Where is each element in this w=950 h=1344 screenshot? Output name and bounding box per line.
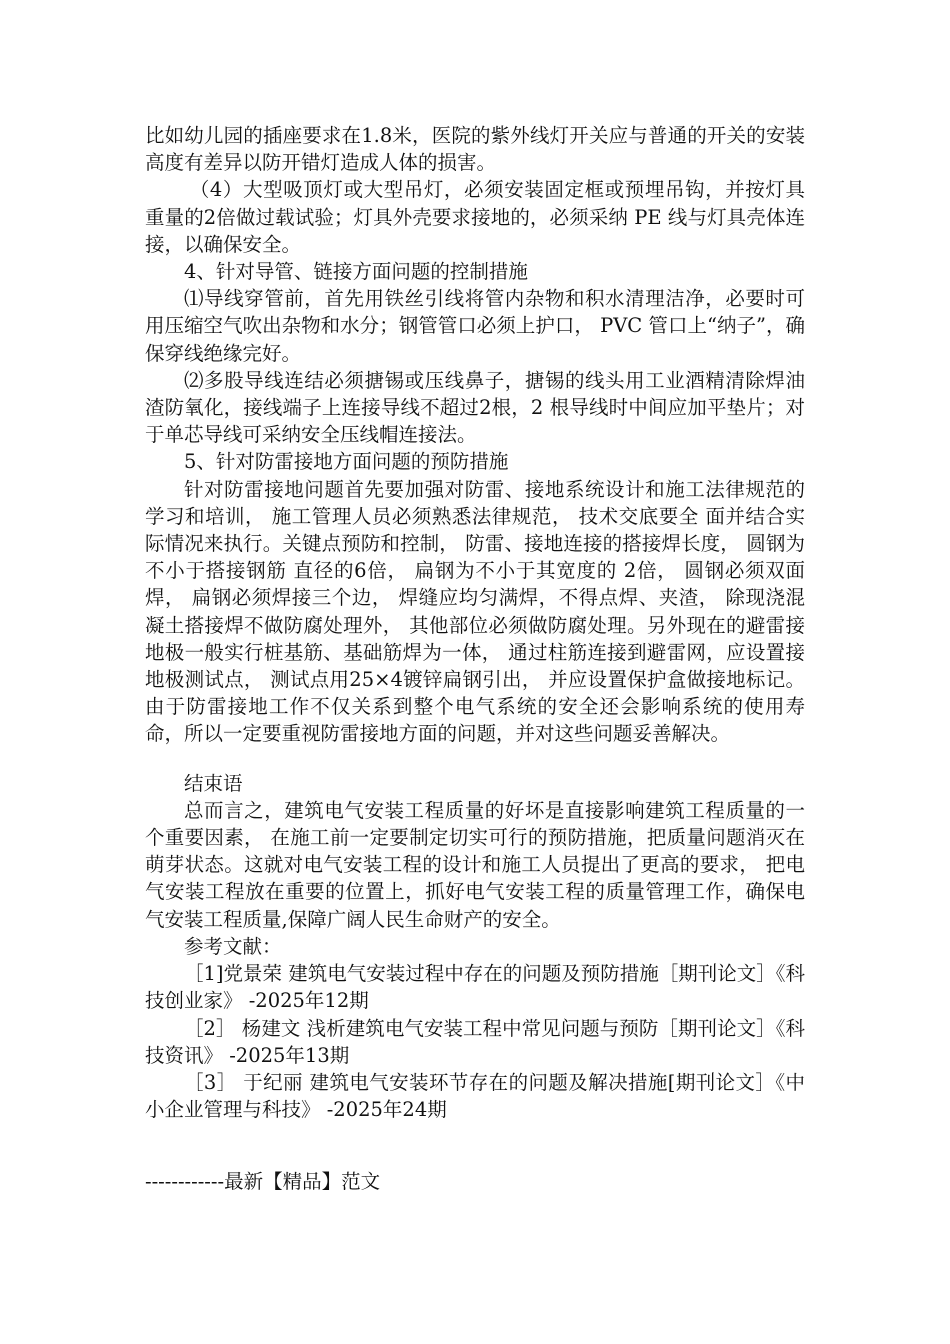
paragraph-conduit-2: ⑵多股导线连结必须搪锡或压线鼻子，搪锡的线头用工业酒精清除焊油渣防氧化，接线端子上连接导线不超过2根，2 根导线时中间应加平垫片；对于单芯导线可采纳安全压线帽连接法。 <box>145 368 805 447</box>
section-heading-4: 4、针对导管、链接方面问题的控制措施 <box>184 260 528 284</box>
paragraph-continuation: 比如幼儿园的插座要求在1.8米，医院的紫外线灯开关应与普通的开关的安装高度有差异以防开错灯造成人体的损害。 <box>145 124 805 175</box>
document-body <box>145 122 805 1123</box>
reference-item: ［1]党景荣 建筑电气安装过程中存在的问题及预防措施［期刊论文］《科技创业家》 -2025年12期 <box>145 962 805 1013</box>
conclusion-paragraph: 总而言之，建筑电气安装工程质量的好坏是直接影响建筑工程质量的一个重要因素， 在施工前一定要制定切实可行的预防措施，把质量问题消灭在萌芽状态。这就对电气安装工程的设计和施工人员提出了更高的要求， 把电气安装工程放在重要的位置上，抓好电气安装工程的质量管理工作，确保电气安装工程质量,保障广阔人民生命财产的安全。 <box>145 798 805 931</box>
section-spacer <box>145 748 805 770</box>
paragraph-conduit-1: ⑴导线穿管前，首先用铁丝引线将管内杂物和积水清理洁净，必要时可用压缩空气吹出杂物和水分；钢管管口必须上护口， PVC 管口上“纳子”，确保穿线绝缘完好。 <box>145 287 805 365</box>
reference-item: ［2］ 杨建文 浅析建筑电气安装工程中常见问题与预防［期刊论文］《科技资讯》 -2025年13期 <box>145 1016 805 1067</box>
reference-item: ［3］ 于纪丽 建筑电气安装环节存在的问题及解决措施[期刊论文］《中小企业管理与科技》 -2025年24期 <box>145 1070 805 1122</box>
references-heading: 参考文献： <box>184 934 282 958</box>
section-heading-5: 5、针对防雷接地方面问题的预防措施 <box>184 450 509 474</box>
paragraph-item-4: （4）大型吸顶灯或大型吊灯，必须安装固定框或预埋吊钩，并按灯具重量的2倍做过载试验；灯具外壳要求接地的，必须采纳 PE 线与灯具壳体连接，以确保安全。 <box>145 178 805 256</box>
page-footer: ------------最新【精品】范文 <box>145 1170 381 1193</box>
paragraph-lightning: 针对防雷接地问题首先要加强对防雷、接地系统设计和施工法律规范的学习和培训， 施工管理人员必须熟悉法律规范， 技术交底要全 面并结合实际情况来执行。关键点预防和控制， 防雷、接地连接的搭接焊长度， 圆钢为不小于搭接钢筋 直径的6倍， 扁钢为不小于其宽度的 2倍， 圆钢必须双面焊， 扁钢必须焊接三个边， 焊缝应均匀满焊，不得点焊、夹渣， 除现浇混凝土搭接焊不做防腐处理外， 其他部位必须做防腐处理。另外现在的避雷接地极一般实行桩基筋、基础筋焊为一体， 通过柱筋连接到避雷网，应设置接地极测试点， 测试点用25×4镀锌扁钢引出， 并应设置保护盒做接地标记。由于防雷接地工作不仅关系到整个电气系统的安全还会影响系统的使用寿命，所以一定要重视防雷接地方面的问题，并对这些问题妥善解决。 <box>145 477 805 746</box>
conclusion-heading: 结束语 <box>184 771 243 795</box>
